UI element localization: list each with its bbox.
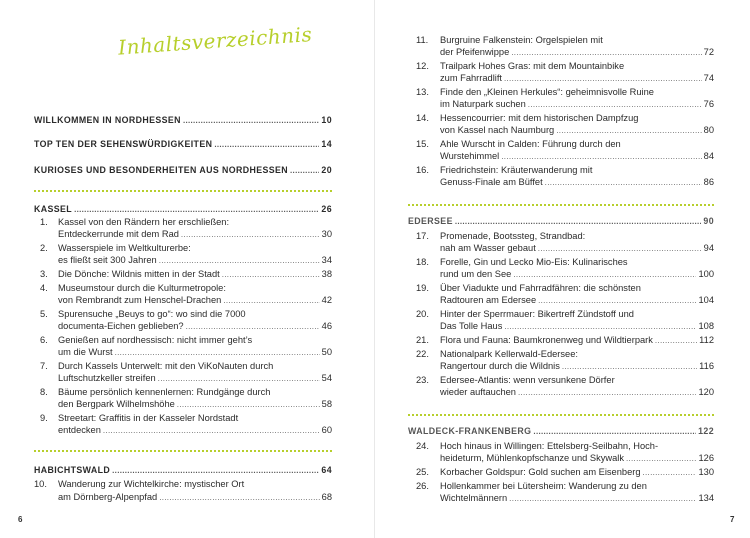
toc-entry-2-cont: es fließt seit 300 Jahren ..... 34: [58, 254, 332, 267]
toc-entry-17: 17. Promenade, Bootssteg, Strandbad:: [416, 231, 586, 241]
toc-entry-18: 18. Forelle, Gin und Lecko Mio-Eis: Kulinarisches: [416, 257, 628, 267]
toc-entry-24-cont: heideturm, Mühlenkopfschanze und Skywalk ..... 126: [440, 452, 714, 465]
toc-entry-20: 20. Hinter der Sperrmauer: Bikertreff Zündstoff und: [416, 309, 634, 319]
right-page: [375, 0, 750, 538]
toc-entry-9-cont: entdecken ..... 60: [58, 424, 332, 437]
toc-entry-12-cont: zum Fahrradlift ..... 74: [440, 72, 714, 85]
toc-entry-12: 12. Trailpark Hohes Gras: mit dem Mountainbike: [416, 61, 625, 71]
toc-entry-11: 11. Burgruine Falkenstein: Orgelspielen mit: [416, 35, 603, 45]
toc-title: Inhaltsverzeichnis: [117, 22, 313, 60]
toc-entry-21: 21. Flora und Fauna: Baumkronenweg und Wildtierpark ..... 112: [416, 334, 714, 347]
toc-entry-25: 25. Korbacher Goldspur: Gold suchen am Eisenberg ..... 130: [416, 466, 714, 479]
toc-entry-15: 15. Ahle Wurscht in Calden: Führung durch den: [416, 139, 621, 149]
toc-entry-10: 10. Wanderung zur Wichtelkirche: mystischer Ort: [34, 479, 245, 489]
toc-entry-14-cont: von Kassel nach Naumburg ..... 80: [440, 124, 714, 137]
toc-entry-8: 8. Bäume persönlich kennenlernen: Rundgänge durch: [40, 387, 271, 397]
toc-entry-7-cont: Luftschutzkeller streifen ..... 54: [58, 372, 332, 385]
toc-entry-10-cont: am Dörnberg-Alpenpfad ..... 68: [58, 491, 332, 504]
toc-entry-19: 19. Über Viadukte und Fahrradfähren: die schönsten: [416, 283, 641, 293]
toc-entry-willkommen: WILLKOMMEN IN NORDHESSEN ..... 10: [34, 114, 332, 127]
toc-entry-8-cont: den Bergpark Wilhelmshöhe ..... 58: [58, 398, 332, 411]
section-divider: [34, 190, 332, 192]
toc-entry-23: 23. Edersee-Atlantis: wenn versunkene Dörfer: [416, 375, 615, 385]
toc-entry-20-cont: Das Tolle Haus ..... 108: [440, 320, 714, 333]
toc-entry-1: 1. Kassel von den Rändern her erschließen:: [40, 217, 230, 227]
toc-entry-1-cont: Entdeckerrunde mit dem Rad ..... 30: [58, 228, 332, 241]
section-divider: [408, 414, 714, 416]
section-heading-waldeck-frankenberg: WALDECK-FRANKENBERG ..... 122: [408, 425, 714, 438]
toc-entry-22: 22. Nationalpark Kellerwald-Edersee:: [416, 349, 578, 359]
section-divider: [408, 204, 714, 206]
toc-entry-top-ten: TOP TEN DER SEHENSWÜRDIGKEITEN ..... 14: [34, 138, 332, 151]
toc-entry-7: 7. Durch Kassels Unterwelt: mit den ViKoNauten durch: [40, 361, 274, 371]
toc-entry-16-cont: Genuss-Finale am Büffet ..... 86: [440, 176, 714, 189]
toc-entry-24: 24. Hoch hinaus in Willingen: Ettelsberg-Seilbahn, Hoch-: [416, 441, 659, 451]
toc-entry-23-cont: wieder auftauchen ..... 120: [440, 386, 714, 399]
toc-entry-26: 26. Hollenkammer bei Lütersheim: Wanderung zu den: [416, 481, 647, 491]
toc-entry-kurioses: KURIOSES UND BESONDERHEITEN AUS NORDHESSEN ..... 20: [34, 164, 332, 177]
toc-entry-2: 2. Wasserspiele im Weltkulturerbe:: [40, 243, 191, 253]
page-number: 6: [18, 515, 23, 524]
toc-entry-22-cont: Rangertour durch die Wildnis ..... 116: [440, 360, 714, 373]
toc-entry-5-cont: documenta-Eichen geblieben? ..... 46: [58, 320, 332, 333]
toc-entry-3: 3. Die Dönche: Wildnis mitten in der Stadt ..... 38: [40, 268, 332, 281]
page-number: 7: [730, 515, 735, 524]
toc-entry-26-cont: Wichtelmännern ..... 134: [440, 492, 714, 505]
toc-entry-15-cont: Wurstehimmel ..... 84: [440, 150, 714, 163]
toc-entry-13: 13. Finde den „Kleinen Herkules“: geheimnisvolle Ruine: [416, 87, 654, 97]
toc-entry-4: 4. Museumstour durch die Kulturmetropole:: [40, 283, 226, 293]
toc-entry-17-cont: nah am Wasser gebaut ..... 94: [440, 242, 714, 255]
section-divider: [34, 450, 332, 452]
section-heading-edersee: EDERSEE ..... 90: [408, 215, 714, 228]
toc-entry-9: 9. Streetart: Graffitis in der Kasseler Nordstadt: [40, 413, 239, 423]
toc-entry-5: 5. Spurensuche „Beuys to go“: wo sind die 7000: [40, 309, 246, 319]
toc-entry-4-cont: von Rembrandt zum Henschel-Drachen ..... 42: [58, 294, 332, 307]
toc-entry-13-cont: im Naturpark suchen ..... 76: [440, 98, 714, 111]
toc-entry-14: 14. Hessencourrier: mit dem historischen Dampfzug: [416, 113, 639, 123]
section-heading-kassel: KASSEL ..... 26: [34, 203, 332, 216]
toc-entry-16: 16. Friedrichstein: Kräuterwanderung mit: [416, 165, 593, 175]
toc-entry-18-cont: rund um den See ..... 100: [440, 268, 714, 281]
toc-entry-19-cont: Radtouren am Edersee ..... 104: [440, 294, 714, 307]
section-heading-habichtswald: HABICHTSWALD ..... 64: [34, 464, 332, 477]
toc-entry-6: 6. Genießen auf nordhessisch: nicht immer geht’s: [40, 335, 253, 345]
toc-entry-11-cont: der Pfeifenwippe ..... 72: [440, 46, 714, 59]
toc-entry-6-cont: um die Wurst ..... 50: [58, 346, 332, 359]
